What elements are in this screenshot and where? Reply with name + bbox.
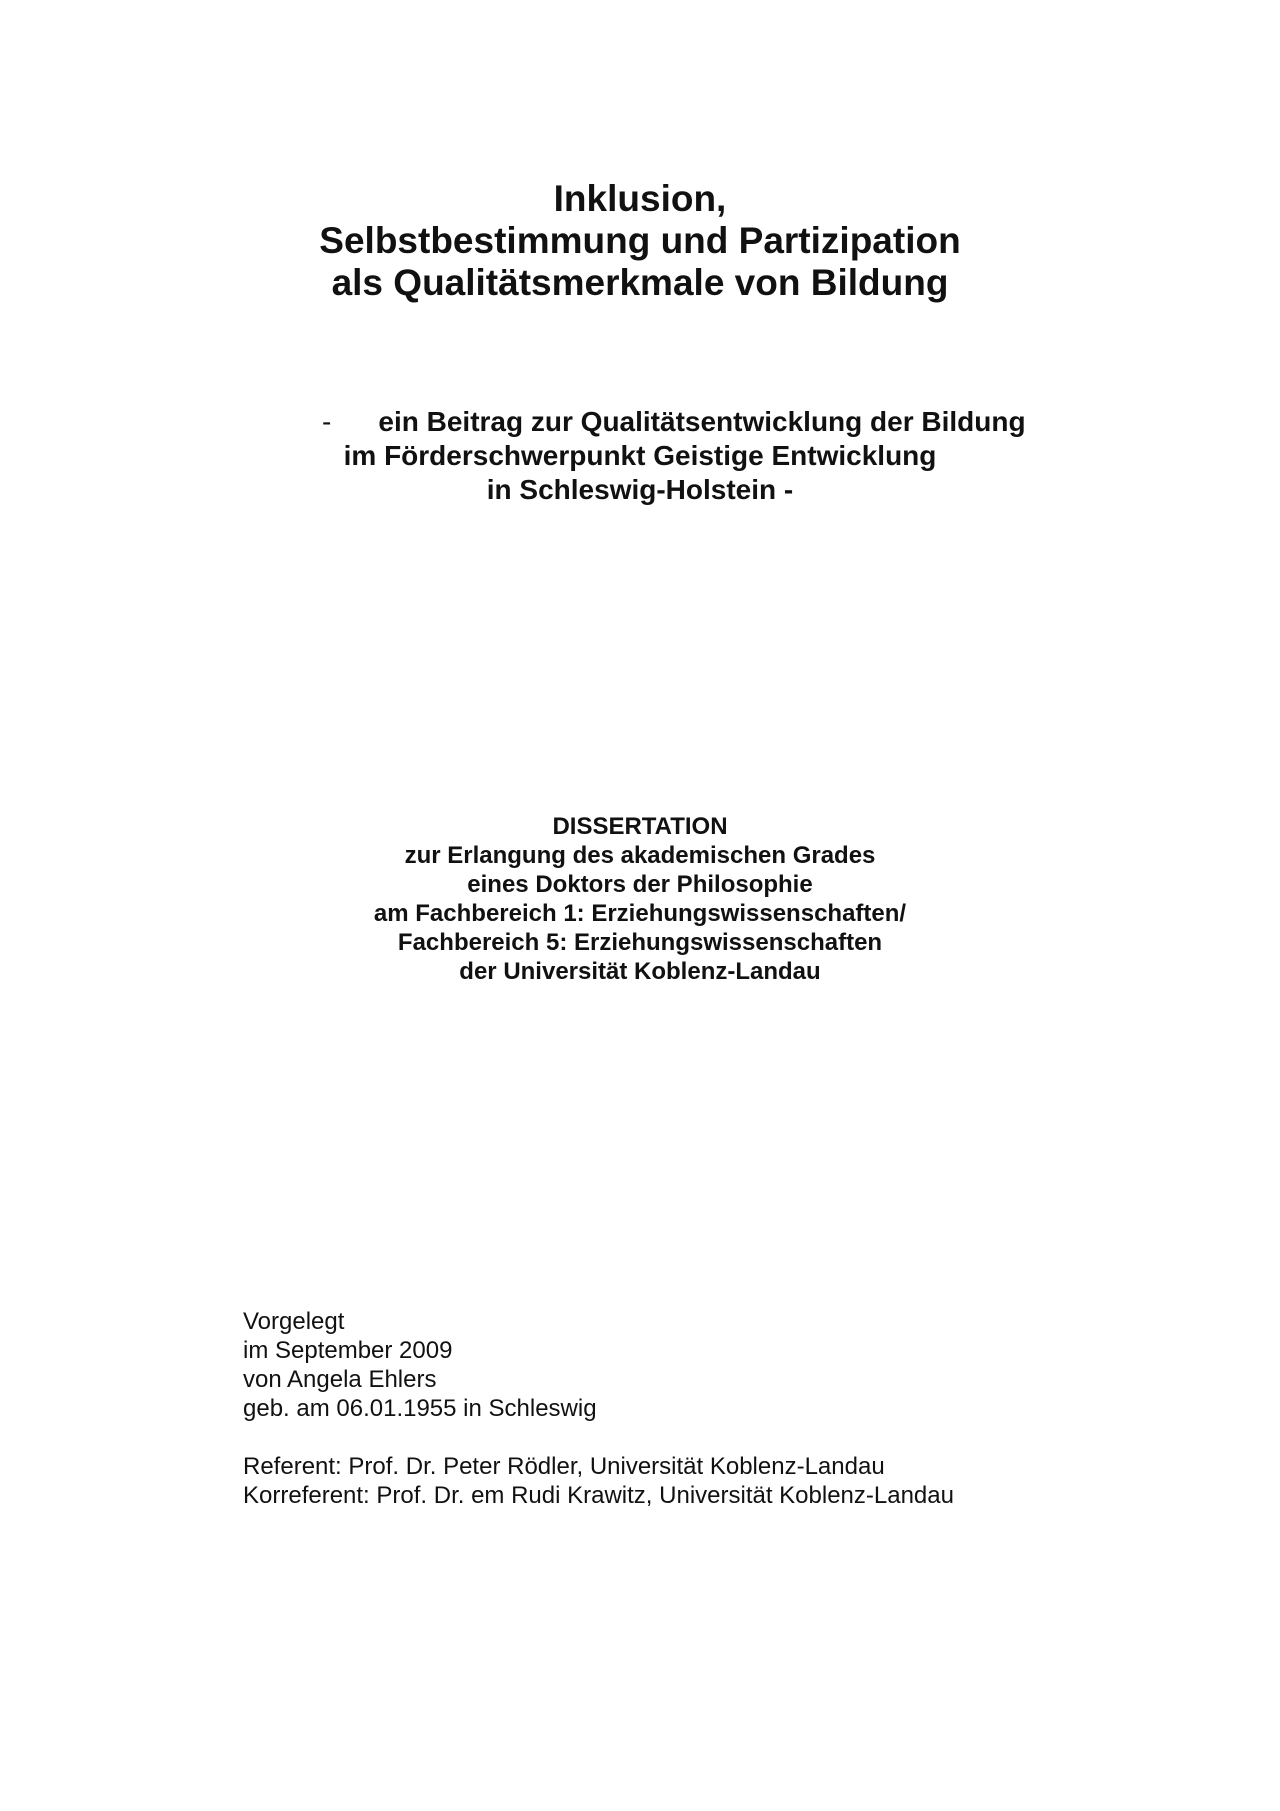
title-line-3: als Qualitätsmerkmale von Bildung — [331, 262, 949, 303]
document-title — [0, 178, 1280, 304]
submission-info — [243, 1307, 954, 1510]
referent-line: Referent: Prof. Dr. Peter Rödler, Universität Koblenz-Landau — [243, 1453, 885, 1480]
submission-line-1: Vorgelegt — [243, 1308, 345, 1335]
dissertation-block — [0, 812, 1280, 986]
subtitle-line-1-text: ein Beitrag zur Qualitätsentwicklung der Bildung — [378, 406, 1026, 437]
dissertation-line-2: eines Doktors der Philosophie — [467, 871, 813, 898]
subtitle-line-1 — [0, 405, 1280, 439]
korreferent-line: Korreferent: Prof. Dr. em Rudi Krawitz, Universität Koblenz-Landau — [243, 1482, 954, 1509]
subtitle-line-2: im Förderschwerpunkt Geistige Entwicklung — [343, 440, 937, 471]
subtitle-line-3: in Schleswig-Holstein - — [486, 474, 794, 505]
spacer — [243, 1423, 954, 1452]
dissertation-line-4: Fachbereich 5: Erziehungswissenschaften — [397, 929, 883, 956]
document-subtitle — [0, 405, 1280, 507]
title-line-2: Selbstbestimmung und Partizipation — [319, 220, 961, 261]
dissertation-line-5: der Universität Koblenz-Landau — [459, 958, 821, 985]
dissertation-heading: DISSERTATION — [552, 813, 728, 840]
submission-line-2: im September 2009 — [243, 1337, 453, 1364]
submission-line-4: geb. am 06.01.1955 in Schleswig — [243, 1395, 597, 1422]
subtitle-dash: - — [322, 406, 332, 437]
submission-line-3: von Angela Ehlers — [243, 1366, 437, 1393]
dissertation-line-1: zur Erlangung des akademischen Grades — [404, 842, 876, 869]
dissertation-line-3: am Fachbereich 1: Erziehungswissenschaften/ — [373, 900, 907, 927]
title-line-1: Inklusion, — [553, 178, 727, 219]
